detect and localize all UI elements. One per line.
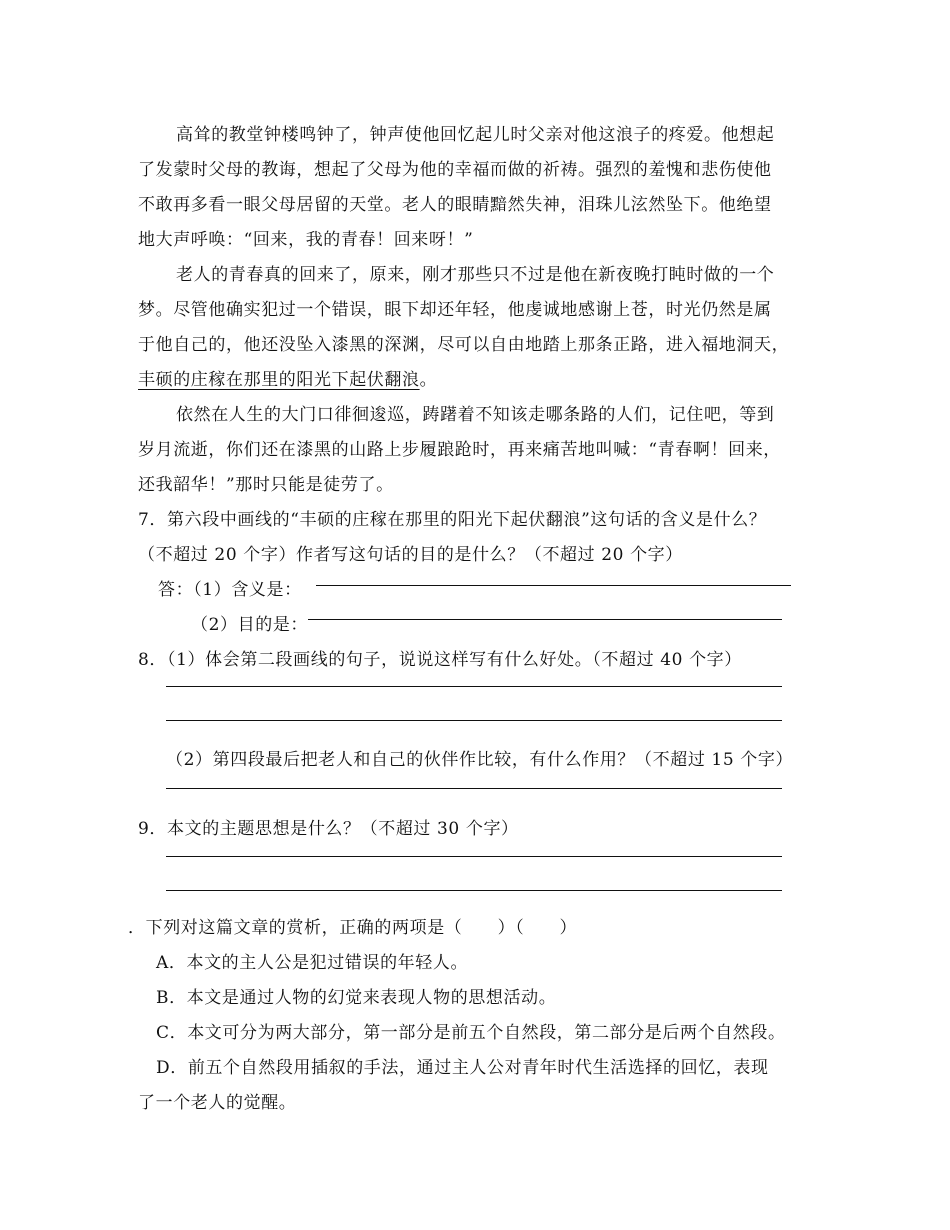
paragraph-line: 了发蒙时父母的教诲，想起了父母为他的幸福而做的祈祷。强烈的羞愧和悲伤使他 xyxy=(138,160,772,180)
question-7-line2: （不超过 20 个字）作者写这句话的目的是什么？（不超过 20 个字） xyxy=(138,545,683,565)
question-7: 7．第六段中画线的“丰硕的庄稼在那里的阳光下起伏翻浪”这句话的含义是什么？ xyxy=(138,510,767,530)
q7-answer2-label: （2）目的是： xyxy=(191,615,309,635)
q9-answer-blank[interactable] xyxy=(166,856,782,857)
q8-1-answer-blank[interactable] xyxy=(166,720,782,721)
paragraph-line: 依然在人生的大门口徘徊逡巡，踌躇着不知该走哪条路的人们，记住吧，等到 xyxy=(176,405,775,425)
paragraph-line: 于他自己的，他还没坠入漆黑的深渊，尽可以自由地踏上那条正路，进入福地洞天， xyxy=(138,335,790,355)
question-10: ．下列对这篇文章的赏析，正确的两项是（ ）（ ） xyxy=(128,918,578,938)
paragraph-line xyxy=(138,365,437,390)
question-9: 9．本文的主题思想是什么？（不超过 30 个字） xyxy=(138,819,519,839)
question-8-2: （2）第四段最后把老人和自己的伙伴作比较，有什么作用？（不超过 15 个字） xyxy=(166,750,794,770)
paragraph-line: 地大声呼唤：“回来，我的青春！回来呀！” xyxy=(138,230,474,250)
question-8-1: 8．（1）体会第二段画线的句子，说说这样写有什么好处。（不超过 40 个字） xyxy=(138,650,742,670)
underlined-sentence: 丰硕的庄稼在那里的阳光下起伏翻浪 xyxy=(138,370,420,390)
option-d-line2: 了一个老人的觉醒。 xyxy=(138,1093,297,1113)
option-a: A．本文的主人公是犯过错误的年轻人。 xyxy=(156,953,469,973)
paragraph-line: 不敢再多看一眼父母居留的天堂。老人的眼睛黯然失神，泪珠儿泫然坠下。他绝望 xyxy=(138,195,772,215)
option-b: B．本文是通过人物的幻觉来表现人物的思想活动。 xyxy=(156,988,557,1008)
sentence-end: 。 xyxy=(419,370,438,390)
q8-2-answer-blank[interactable] xyxy=(166,788,782,789)
q7-answer2-blank[interactable] xyxy=(308,619,782,620)
paragraph-line: 高耸的教堂钟楼鸣钟了，钟声使他回忆起儿时父亲对他这浪子的疼爱。他想起 xyxy=(176,125,775,145)
paragraph-line: 老人的青春真的回来了，原来，刚才那些只不过是他在新夜晚打盹时做的一个 xyxy=(176,265,775,285)
option-d: D．前五个自然段用插叙的手法，通过主人公对青年时代生活选择的回忆，表现 xyxy=(156,1058,769,1078)
q8-1-answer-blank[interactable] xyxy=(166,686,782,687)
q7-answer1-blank[interactable] xyxy=(316,585,791,586)
paragraph-line: 还我韶华！”那时只能是徒劳了。 xyxy=(138,475,394,495)
option-c: C．本文可分为两大部分，第一部分是前五个自然段，第二部分是后两个自然段。 xyxy=(156,1023,786,1043)
q7-answer1-label: 答：（1）含义是： xyxy=(158,580,302,600)
paragraph-line: 梦。尽管他确实犯过一个错误，眼下却还年轻，他虔诚地感谢上苍，时光仍然是属 xyxy=(138,300,772,320)
q9-answer-blank[interactable] xyxy=(166,890,782,891)
paragraph-line: 岁月流逝，你们还在漆黑的山路上步履踉跄时，再来痛苦地叫喊：“青春啊！回来， xyxy=(138,440,781,460)
